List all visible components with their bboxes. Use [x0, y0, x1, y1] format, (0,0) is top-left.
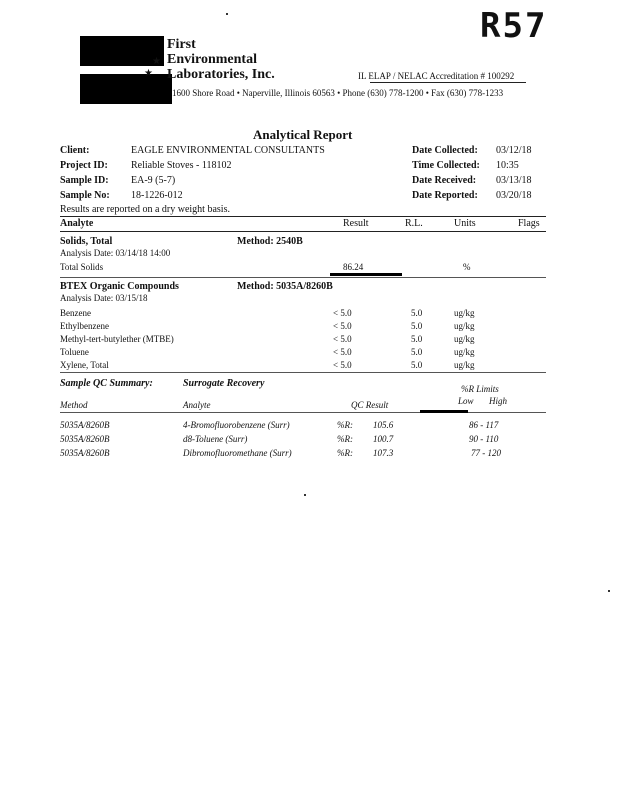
surrogate-recovery-label: Surrogate Recovery [183, 378, 265, 389]
qc-row-pr: %R: [337, 448, 353, 458]
star-mark: ★ [144, 68, 153, 79]
sample-no-value: 18-1226-012 [131, 190, 183, 201]
table-header-top-rule [60, 216, 546, 217]
btex-section-rule [60, 372, 546, 373]
qc-row-method: 5035A/8260B [60, 434, 110, 444]
table-row: Methyl-tert-butylether (MTBE) [60, 334, 174, 344]
qc-col-low: Low [458, 396, 474, 406]
solids-method: Method: 2540B [237, 236, 303, 247]
lab-name-line-3: Laboratories, Inc. [167, 67, 275, 82]
qc-row-analyte: 4-Bromofluorobenzene (Surr) [183, 420, 290, 430]
btex-result: < 5.0 [333, 347, 352, 357]
qc-header-rule [60, 412, 546, 413]
handwritten-page-mark: R57 [480, 6, 548, 46]
scan-speck [608, 590, 610, 592]
btex-result: < 5.0 [333, 334, 352, 344]
qc-col-method: Method [60, 400, 88, 410]
basis-note: Results are reported on a dry weight basis. [60, 204, 230, 215]
btex-units: ug/kg [454, 321, 475, 331]
btex-analysis-date: Analysis Date: 03/15/18 [60, 293, 148, 303]
btex-result: < 5.0 [333, 360, 352, 370]
total-solids-result: 86.24 [343, 262, 364, 272]
qc-limits-label: %R Limits [461, 384, 499, 394]
qc-col-analyte: Analyte [183, 400, 211, 410]
accreditation-underline [370, 82, 526, 83]
lab-name-line-1: First [167, 37, 196, 52]
btex-rl: 5.0 [411, 321, 423, 331]
sample-id-label: Sample ID: [60, 175, 109, 186]
col-rl: R.L. [405, 218, 423, 229]
btex-units: ug/kg [454, 308, 475, 318]
time-collected-value: 10:35 [496, 160, 519, 171]
btex-rl: 5.0 [411, 360, 423, 370]
qc-row-result: 105.6 [373, 420, 394, 430]
accreditation: IL ELAP / NELAC Accreditation # 100292 [358, 71, 515, 81]
qc-row-limits: 90 - 110 [469, 434, 499, 444]
total-solids-units: % [463, 262, 471, 272]
table-row: Ethylbenzene [60, 321, 109, 331]
solids-analysis-date: Analysis Date: 03/14/18 14:00 [60, 248, 171, 258]
btex-rl: 5.0 [411, 334, 423, 344]
qc-col-high: High [489, 396, 507, 406]
btex-rl: 5.0 [411, 308, 423, 318]
col-analyte: Analyte [60, 218, 94, 229]
qc-row-limits: 77 - 120 [471, 448, 501, 458]
total-solids-analyte: Total Solids [60, 262, 104, 272]
date-collected-value: 03/12/18 [496, 145, 532, 156]
btex-result: < 5.0 [333, 321, 352, 331]
scan-speck [304, 494, 306, 496]
sample-id-value: EA-9 (5-7) [131, 175, 176, 186]
client-value: EAGLE ENVIRONMENTAL CONSULTANTS [131, 145, 325, 156]
solids-section-title: Solids, Total [60, 236, 113, 247]
qc-row-result: 107.3 [373, 448, 394, 458]
date-received-label: Date Received: [412, 175, 477, 186]
qc-row-analyte: d8-Toluene (Surr) [183, 434, 248, 444]
date-reported-label: Date Reported: [412, 190, 478, 201]
btex-units: ug/kg [454, 334, 475, 344]
col-result: Result [343, 218, 369, 229]
date-reported-value: 03/20/18 [496, 190, 532, 201]
solids-section-rule [60, 277, 546, 278]
project-label: Project ID: [60, 160, 108, 171]
qc-summary-label: Sample QC Summary: [60, 378, 153, 389]
qc-row-result: 100.7 [373, 434, 394, 444]
col-units: Units [454, 218, 476, 229]
qc-row-pr: %R: [337, 420, 353, 430]
report-title: Analytical Report [253, 127, 353, 142]
star-mark: ★ [152, 56, 161, 67]
table-row: Xylene, Total [60, 360, 109, 370]
table-row: Toluene [60, 347, 89, 357]
qc-limits-underline [420, 410, 468, 413]
total-solids-underline [330, 273, 402, 276]
btex-result: < 5.0 [333, 308, 352, 318]
qc-col-result: QC Result [351, 400, 389, 410]
time-collected-label: Time Collected: [412, 160, 480, 171]
btex-section-title: BTEX Organic Compounds [60, 281, 179, 292]
col-flags: Flags [518, 218, 540, 229]
scan-speck [226, 13, 228, 15]
date-collected-label: Date Collected: [412, 145, 478, 156]
btex-units: ug/kg [454, 347, 475, 357]
qc-row-method: 5035A/8260B [60, 448, 110, 458]
qc-row-limits: 86 - 117 [469, 420, 499, 430]
project-value: Reliable Stoves - 118102 [131, 160, 232, 171]
qc-row-analyte: Dibromofluoromethane (Surr) [183, 448, 292, 458]
sample-no-label: Sample No: [60, 190, 110, 201]
table-row: Benzene [60, 308, 91, 318]
redacted-logo-bottom [80, 74, 172, 104]
qc-row-pr: %R: [337, 434, 353, 444]
lab-address: 1600 Shore Road • Naperville, Illinois 60563 • Phone (630) 778-1200 • Fax (630) 778-1233 [172, 88, 504, 98]
btex-method: Method: 5035A/8260B [237, 281, 333, 292]
lab-name-line-2: Environmental [167, 52, 257, 67]
qc-row-method: 5035A/8260B [60, 420, 110, 430]
btex-rl: 5.0 [411, 347, 423, 357]
btex-units: ug/kg [454, 360, 475, 370]
client-label: Client: [60, 145, 90, 156]
table-header-bottom-rule [60, 231, 546, 232]
date-received-value: 03/13/18 [496, 175, 532, 186]
